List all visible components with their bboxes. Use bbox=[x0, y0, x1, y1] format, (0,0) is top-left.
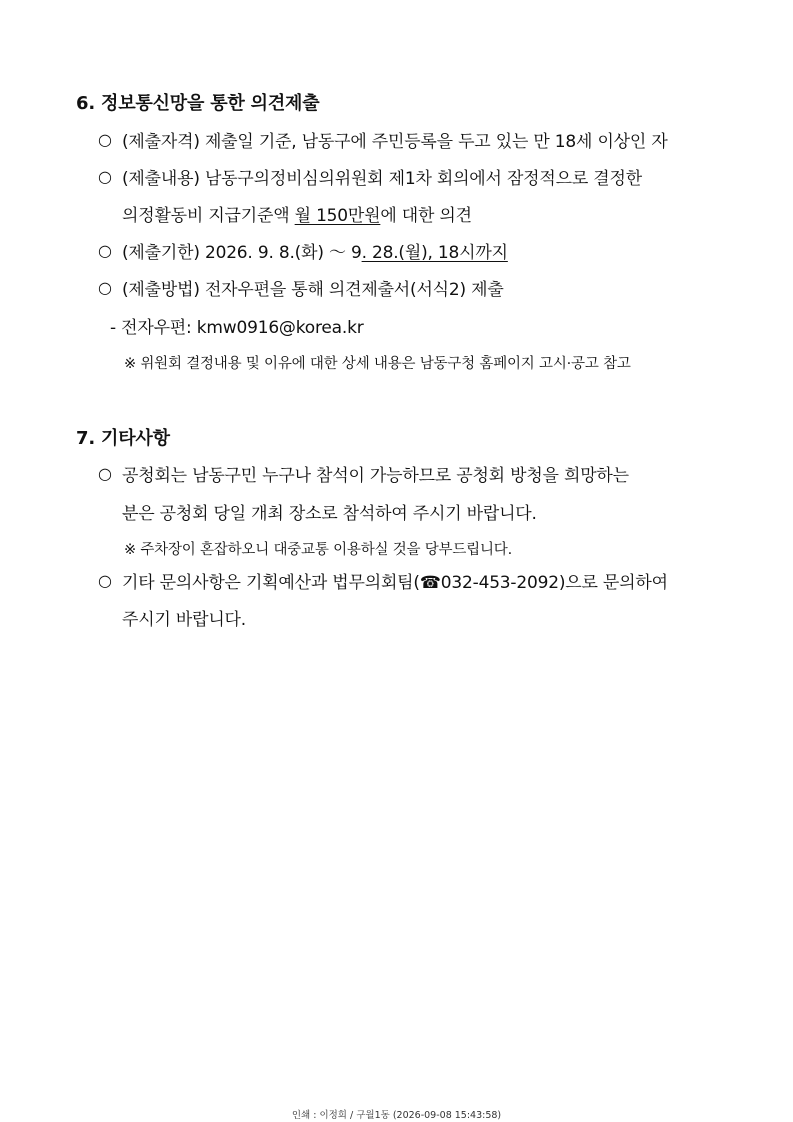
submission-content-suffix: 에 대한 의견 bbox=[380, 206, 472, 226]
monthly-amount: 월 150만원 bbox=[294, 206, 381, 226]
email-address-line: - 전자우편: kmw0916@korea.kr bbox=[110, 318, 364, 338]
submission-period bbox=[122, 241, 508, 265]
bullet-circle: ○ bbox=[98, 464, 112, 483]
submission-period-start: (제출기한) 2026. 9. 8.(화) ～ 9 bbox=[122, 243, 362, 263]
hearing-attendance-line1: 공청회는 남동구민 누구나 참석이 가능하므로 공청회 방청을 희망하는 bbox=[122, 466, 629, 486]
bullet-circle: ○ bbox=[98, 278, 112, 297]
submission-eligibility: (제출자격) 제출일 기준, 남동구에 주민등록을 두고 있는 만 18세 이상인 자 bbox=[122, 132, 668, 152]
submission-method: (제출방법) 전자우편을 통해 의견제출서(서식2) 제출 bbox=[122, 280, 504, 300]
section-6-heading: 6. 정보통신망을 통한 의견제출 bbox=[76, 93, 320, 114]
section-7-heading: 7. 기타사항 bbox=[76, 428, 170, 449]
print-footer: 인쇄 : 이정희 / 구월1동 (2026-09-08 15:43:58) bbox=[291, 1110, 502, 1121]
bullet-circle: ○ bbox=[98, 130, 112, 149]
inquiry-line2: 주시기 바랍니다. bbox=[122, 610, 246, 630]
bullet-circle: ○ bbox=[98, 241, 112, 260]
parking-note: ※ 주차장이 혼잡하오니 대중교통 이용하실 것을 당부드립니다. bbox=[124, 542, 512, 558]
submission-deadline: . 28.(월), 18시까지 bbox=[361, 243, 508, 263]
bullet-circle: ○ bbox=[98, 571, 112, 590]
inquiry-line1: 기타 문의사항은 기획예산과 법무의회팀(☎032-453-2092)으로 문의하여 bbox=[122, 573, 668, 593]
section-6-note: ※ 위원회 결정내용 및 이유에 대한 상세 내용은 남동구청 홈페이지 고시·공고 참고 bbox=[124, 356, 631, 372]
submission-content-text: 의정활동비 지급기준액 bbox=[122, 206, 295, 226]
submission-content-line2 bbox=[122, 204, 472, 228]
submission-content-line1: (제출내용) 남동구의정비심의위원회 제1차 회의에서 잠정적으로 결정한 bbox=[122, 169, 642, 189]
hearing-attendance-line2: 분은 공청회 당일 개최 장소로 참석하여 주시기 바랍니다. bbox=[122, 504, 537, 524]
bullet-circle: ○ bbox=[98, 167, 112, 186]
